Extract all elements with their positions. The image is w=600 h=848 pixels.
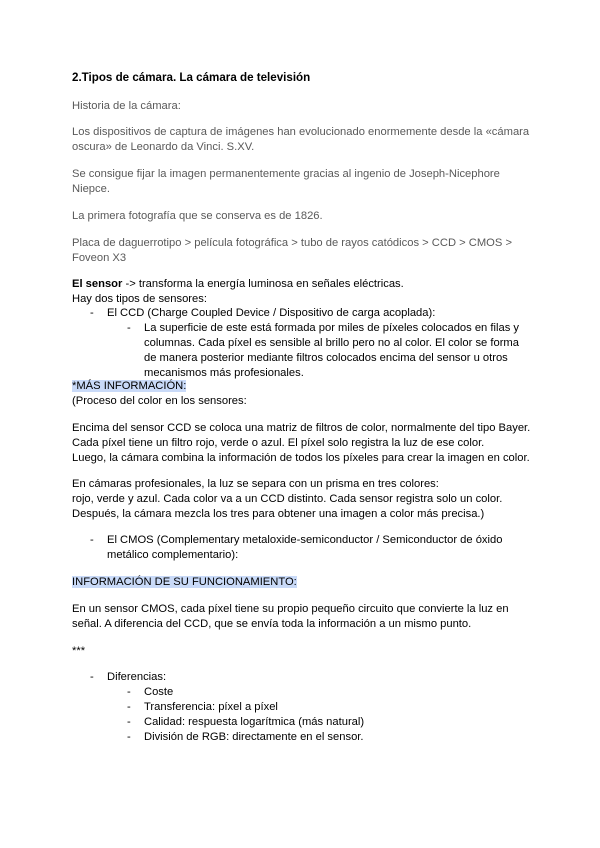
more-info-heading: [72, 379, 186, 393]
paragraph-line: Los dispositivos de captura de imágenes han evolucionado enormemente desde la «cámara: [72, 126, 530, 138]
paragraph-line: En un sensor CMOS, cada píxel tiene su propio pequeño circuito que convierte la luz en: [72, 603, 509, 615]
difference-item: División de RGB: directamente en el sensor.: [144, 731, 364, 743]
more-info-label: *MÁS INFORMACIÓN:: [72, 380, 187, 392]
paragraph-line: Se consigue fijar la imagen permanentemente gracias al ingenio de Joseph-Nicephore: [72, 168, 500, 180]
paragraph-line: (Proceso del color en los sensores:: [72, 395, 247, 407]
paragraph-line: Luego, la cámara combina la información de todos los píxeles para crear la imagen en color.: [72, 452, 530, 464]
difference-item: Coste: [144, 686, 174, 698]
paragraph-line: Niepce.: [72, 183, 110, 195]
list-item-cmos: metálico complementario):: [107, 549, 239, 561]
list-dash: -: [90, 534, 94, 546]
list-item-cmos: El CMOS (Complementary metaloxide-semiconductor / Semiconductor de óxido: [107, 534, 503, 546]
function-label: INFORMACIÓN DE SU FUNCIONAMIENTO:: [72, 576, 297, 588]
function-heading: [72, 575, 297, 589]
list-dash: -: [90, 307, 94, 319]
list-item-differences: Diferencias:: [107, 671, 167, 683]
paragraph-line: Encima del sensor CCD se coloca una matriz de filtros de color, normalmente del tipo Bayer.: [72, 422, 531, 434]
list-dash: -: [127, 731, 131, 743]
separator-stars: ***: [72, 645, 86, 657]
sensor-intro: [72, 277, 404, 291]
paragraph-line: La primera fotografía que se conserva es de 1826.: [72, 210, 323, 222]
sensor-text: -> transforma la energía luminosa en señales eléctricas.: [122, 278, 404, 290]
list-dash: -: [127, 322, 131, 334]
ccd-detail-line: La superficie de este está formada por miles de píxeles colocados en filas y: [144, 322, 519, 334]
paragraph-line: Hay dos tipos de sensores:: [72, 293, 207, 305]
list-dash: -: [127, 686, 131, 698]
difference-item: Calidad: respuesta logarítmica (más natural): [144, 716, 365, 728]
list-dash: -: [127, 716, 131, 728]
ccd-detail-line: columnas. Cada píxel es sensible al brillo pero no al color. El color se forma: [144, 337, 519, 349]
ccd-detail-line: de manera posterior mediante filtros colocados encima del sensor u otros: [144, 352, 508, 364]
paragraph-line: Cada píxel tiene un filtro rojo, verde o azul. El píxel solo registra la luz de ese color.: [72, 437, 485, 449]
list-item-ccd: El CCD (Charge Coupled Device / Dispositivo de carga acoplada):: [107, 307, 436, 319]
paragraph-line: En cámaras profesionales, la luz se separa con un prisma en tres colores:: [72, 478, 439, 490]
section-title: 2.Tipos de cámara. La cámara de televisión: [72, 71, 311, 84]
paragraph-line: Después, la cámara mezcla los tres para obtener una imagen a color más precisa.): [72, 508, 485, 520]
list-dash: -: [127, 701, 131, 713]
history-heading: Historia de la cámara:: [72, 100, 181, 112]
sensor-label: El sensor: [72, 278, 123, 290]
paragraph-line: Foveon X3: [72, 252, 127, 264]
paragraph-line: rojo, verde y azul. Cada color va a un CCD distinto. Cada sensor registra solo un color.: [72, 493, 503, 505]
paragraph-line: Placa de daguerrotipo > película fotográfica > tubo de rayos catódicos > CCD > CMOS >: [72, 237, 512, 249]
ccd-detail-line: mecanismos más profesionales.: [144, 367, 304, 379]
difference-item: Transferencia: píxel a píxel: [144, 701, 278, 713]
list-dash: -: [90, 671, 94, 683]
paragraph-line: señal. A diferencia del CCD, que se envía toda la información a un mismo punto.: [72, 618, 472, 630]
paragraph-line: oscura» de Leonardo da Vinci. S.XV.: [72, 141, 255, 153]
